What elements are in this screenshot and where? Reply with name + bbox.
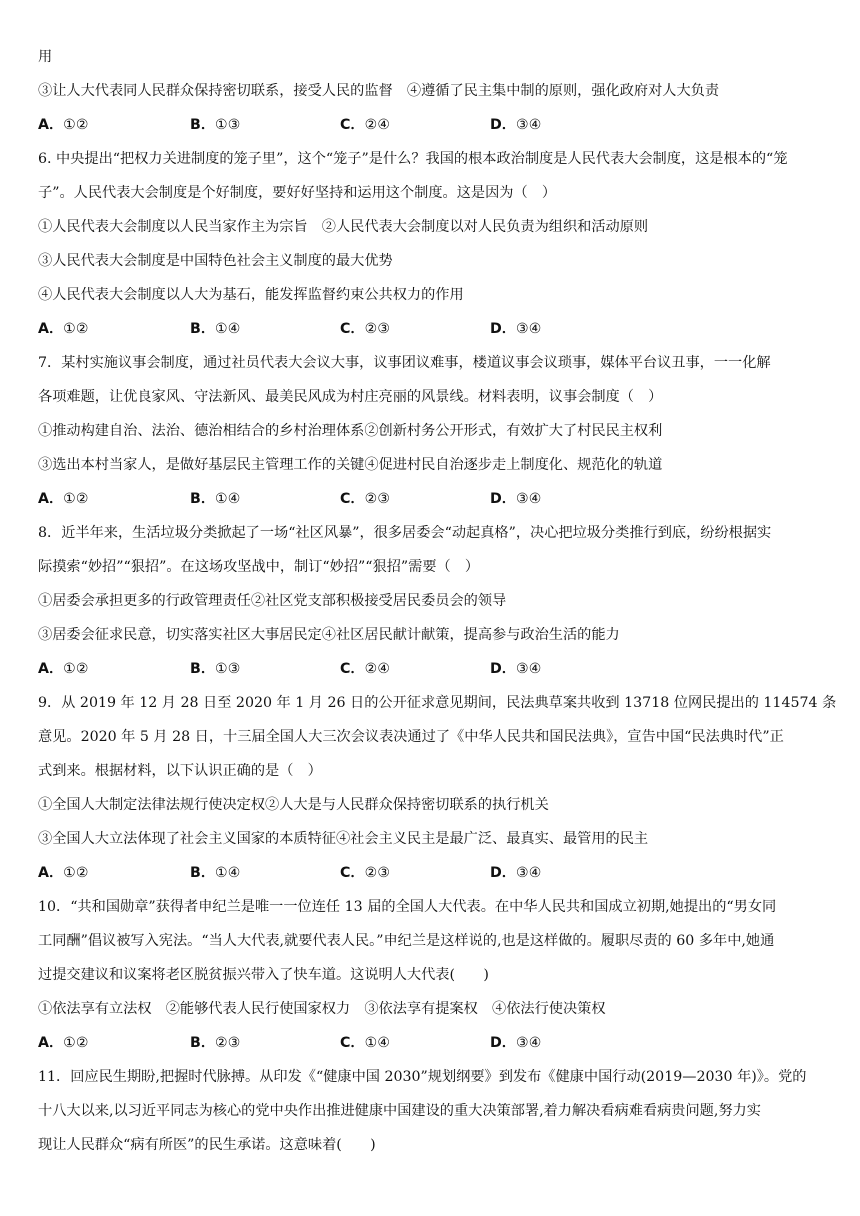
- option-d[interactable]: D．③④: [490, 321, 542, 337]
- option-b[interactable]: B．②③: [190, 1035, 241, 1051]
- question-text-line: ③让人大代表同人民群众保持密切联系，接受人民的监督 ④遵循了民主集中制的原则，强化政府对人大负责: [38, 83, 720, 99]
- option-d[interactable]: D．③④: [490, 117, 542, 133]
- option-a[interactable]: A．①②: [38, 491, 89, 507]
- question-text-line: 用: [38, 49, 53, 65]
- option-c[interactable]: C．②④: [340, 117, 391, 133]
- question-11-stem: 现让人民群众“病有所医”的民生承诺。这意味着( ): [38, 1137, 376, 1153]
- options-q6: [38, 312, 830, 346]
- statement-line: ①居委会承担更多的行政管理责任②社区党支部积极接受居民委员会的领导: [38, 593, 507, 609]
- question-11-stem: 十八大以来,以习近平同志为核心的党中央作出推进健康中国建设的重大决策部署,着力解决看病难看病贵问题,努力实: [38, 1103, 761, 1119]
- question-11-stem: 11．回应民生期盼,把握时代脉搏。从印发《“健康中国 2030”规划纲要》到发布《健康中国行动(2019—2030 年)》。党的: [38, 1069, 807, 1085]
- statement-line: ③居委会征求民意，切实落实社区大事居民定④社区居民献计献策，提高参与政治生活的能力: [38, 627, 620, 643]
- question-6-stem: 6. 中央提出“把权力关进制度的笼子里”，这个“笼子”是什么？我国的根本政治制度是人民代表大会制度，这是根本的“笼: [38, 151, 788, 167]
- exam-page: [38, 40, 837, 1162]
- option-d[interactable]: D．③④: [490, 1035, 542, 1051]
- option-b[interactable]: B．①④: [190, 321, 241, 337]
- statement-line: ③人民代表大会制度是中国特色社会主义制度的最大优势: [38, 253, 393, 269]
- option-d[interactable]: D．③④: [490, 661, 542, 677]
- option-b[interactable]: B．①④: [190, 865, 241, 881]
- option-a[interactable]: A．①②: [38, 661, 89, 677]
- option-c[interactable]: C．①④: [340, 1035, 391, 1051]
- options-q7: [38, 482, 830, 516]
- option-b[interactable]: B．①④: [190, 491, 241, 507]
- option-d[interactable]: D．③④: [490, 865, 542, 881]
- statement-line: ①依法享有立法权 ②能够代表人民行使国家权力 ③依法享有提案权 ④依法行使决策权: [38, 1001, 606, 1017]
- options-q8: [38, 652, 830, 686]
- question-9-stem: 9．从 2019 年 12 月 28 日至 2020 年 1 月 26 日的公开征求意见期间，民法典草案共收到 13718 位网民提出的 114574 条: [38, 695, 837, 711]
- question-10-stem: 工同酬”倡议被写入宪法。“当人大代表,就要代表人民。”申纪兰是这样说的,也是这样做的。履职尽责的 60 多年中,她通: [38, 933, 775, 949]
- statement-line: ①推动构建自治、法治、德治相结合的乡村治理体系②创新村务公开形式，有效扩大了村民民主权利: [38, 423, 663, 439]
- statement-line: ③选出本村当家人，是做好基层民主管理工作的关键④促进村民自治逐步走上制度化、规范化的轨道: [38, 457, 663, 473]
- options-q10: [38, 1026, 830, 1060]
- option-c[interactable]: C．②③: [340, 865, 391, 881]
- option-a[interactable]: A．①②: [38, 1035, 89, 1051]
- option-a[interactable]: A．①②: [38, 321, 89, 337]
- question-9-stem: 意见。2020 年 5 月 28 日，十三届全国人大三次会议表决通过了《中华人民共和国民法典》，宣告中国“民法典时代”正: [38, 729, 784, 745]
- question-7-stem: 7．某村实施议事会制度，通过社员代表大会议大事，议事团议难事，楼道议事会议琐事，媒体平台议丑事，一一化解: [38, 355, 771, 371]
- question-8-stem: 8．近半年来，生活垃圾分类掀起了一场“社区风暴”，很多居委会“动起真格”，决心把垃圾分类推行到底，纷纷根据实: [38, 525, 772, 541]
- options-q9: [38, 856, 830, 890]
- option-b[interactable]: B．①③: [190, 661, 241, 677]
- question-9-stem: 式到来。根据材料，以下认识正确的是（ ）: [38, 763, 322, 779]
- option-a[interactable]: A．①②: [38, 117, 89, 133]
- option-b[interactable]: B．①③: [190, 117, 241, 133]
- question-7-stem: 各项难题，让优良家风、守法新风、最美民风成为村庄亮丽的风景线。材料表明，议事会制度（ ）: [38, 389, 663, 405]
- question-8-stem: 际摸索“妙招”“狠招”。在这场攻坚战中，制订“妙招”“狠招”需要（ ）: [38, 559, 480, 575]
- option-a[interactable]: A．①②: [38, 865, 89, 881]
- statement-line: ①人民代表大会制度以人民当家作主为宗旨 ②人民代表大会制度以对人民负责为组织和活动原则: [38, 219, 649, 235]
- question-10-stem: 10．“共和国勋章”获得者申纪兰是唯一一位连任 13 届的全国人大代表。在中华人民共和国成立初期,她提出的“男女同: [38, 899, 777, 915]
- option-d[interactable]: D．③④: [490, 491, 542, 507]
- question-6-stem: 子”。人民代表大会制度是个好制度，要好好坚持和运用这个制度。这是因为（ ）: [38, 185, 557, 201]
- options-q5: [38, 108, 830, 142]
- option-c[interactable]: C．②③: [340, 491, 391, 507]
- option-c[interactable]: C．②③: [340, 321, 391, 337]
- statement-line: ③全国人大立法体现了社会主义国家的本质特征④社会主义民主是最广泛、最真实、最管用的民主: [38, 831, 649, 847]
- option-c[interactable]: C．②④: [340, 661, 391, 677]
- statement-line: ④人民代表大会制度以人大为基石，能发挥监督约束公共权力的作用: [38, 287, 464, 303]
- question-10-stem: 过提交建议和议案将老区脱贫振兴带入了快车道。这说明人大代表( ): [38, 967, 489, 983]
- statement-line: ①全国人大制定法律法规行使决定权②人大是与人民群众保持密切联系的执行机关: [38, 797, 549, 813]
